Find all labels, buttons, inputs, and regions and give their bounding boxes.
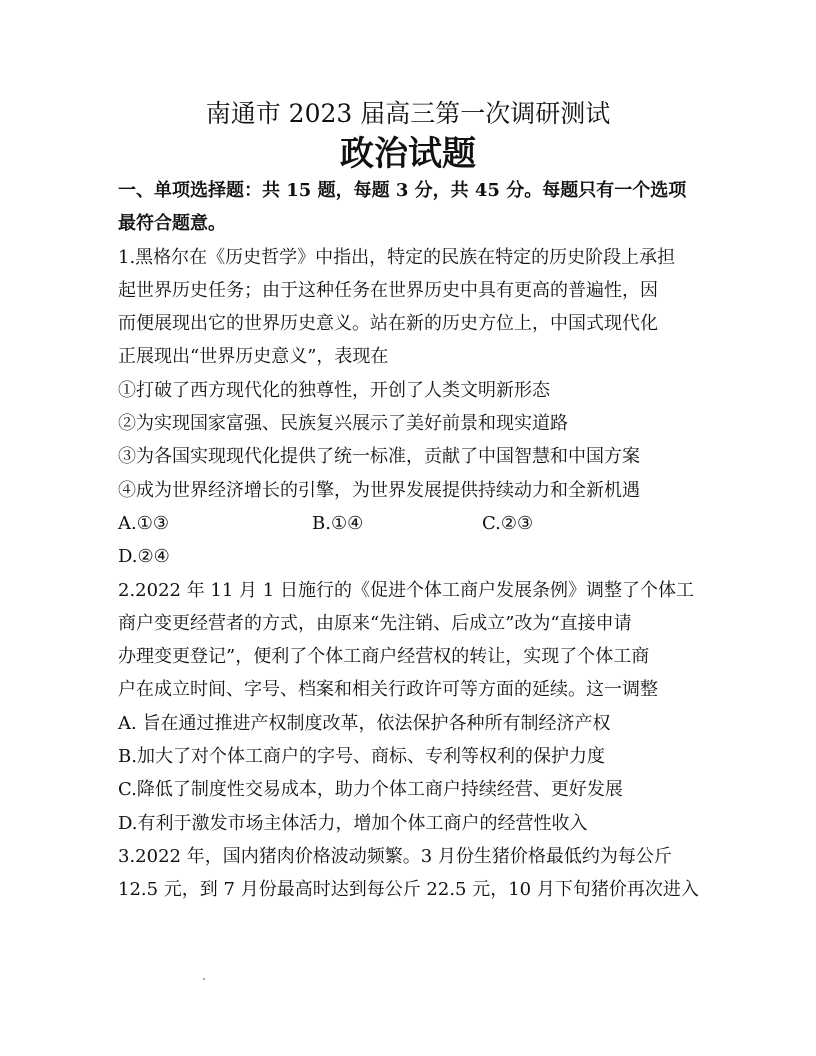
section-heading-line-2: 最符合题意。 (118, 213, 226, 235)
question-2-option-d: D.有利于激发市场主体活力，增加个体工商户的经营性收入 (118, 812, 588, 834)
question-2-stem-line: 办理变更登记”，便利了个体工商户经营权的转让，实现了个体工商 (118, 646, 650, 668)
question-1-item: ①打破了西方现代化的独尊性，开创了人类文明新形态 (118, 379, 550, 401)
footer-dot-mark (203, 978, 205, 980)
question-1-stem-line: 1.黑格尔在《历史哲学》中指出，特定的民族在特定的历史阶段上承担 (118, 246, 676, 268)
question-1 (118, 241, 708, 574)
question-1-item: ④成为世界经济增长的引擎，为世界发展提供持续动力和全新机遇 (118, 479, 640, 501)
question-2-stem-line: 户在成立时间、字号、档案和相关行政许可等方面的延续。这一调整 (118, 679, 658, 701)
question-1-stem-line: 而便展现出它的世界历史意义。站在新的历史方位上，中国式现代化 (118, 313, 658, 335)
exam-body (118, 174, 708, 907)
question-2-stem-line: 商户变更经营者的方式，由原来“先注销、后成立”改为“直接申请 (118, 612, 632, 634)
question-1-item: ③为各国实现现代化提供了统一标准，贡献了中国智慧和中国方案 (118, 446, 640, 468)
question-1-item: ②为实现国家富强、民族复兴展示了美好前景和现实道路 (118, 413, 568, 435)
question-3-stem-line: 3.2022 年，国内猪肉价格波动频繁。3 月份生猪价格最低约为每公斤 (118, 845, 672, 867)
question-1-options-row (118, 507, 708, 540)
exam-title: 政治试题 (340, 134, 476, 174)
question-1-stem-line: 起世界历史任务；由于这种任务在世界历史中具有更高的普遍性，因 (118, 279, 658, 301)
question-1-option-a: A.①③ (118, 512, 169, 534)
question-1-option-c: C.②③ (482, 512, 534, 534)
question-3 (118, 840, 708, 907)
exam-subtitle: 南通市 2023 届高三第一次调研测试 (205, 99, 611, 128)
question-2-option-a: A. 旨在通过推进产权制度改革，依法保护各种所有制经济产权 (118, 712, 611, 734)
question-1-option-b: B.①④ (312, 512, 364, 534)
question-1-stem-line: 正展现出“世界历史意义”，表现在 (118, 346, 389, 368)
section-heading-line-1: 一、单项选择题：共 15 题，每题 3 分，共 45 分。每题只有一个选项 (118, 180, 687, 201)
question-3-stem-line: 12.5 元，到 7 月份最高时达到每公斤 22.5 元，10 月下旬猪价再次进入 (118, 879, 699, 901)
question-1-option-d: D.②④ (118, 546, 170, 568)
question-2-option-c: C.降低了制度性交易成本，助力个体工商户持续经营、更好发展 (118, 779, 623, 801)
question-2 (118, 574, 708, 840)
question-2-stem-line: 2.2022 年 11 月 1 日施行的《促进个体工商户发展条例》调整了个体工 (118, 579, 694, 601)
question-2-option-b: B.加大了对个体工商户的字号、商标、专利等权利的保护力度 (118, 746, 605, 768)
